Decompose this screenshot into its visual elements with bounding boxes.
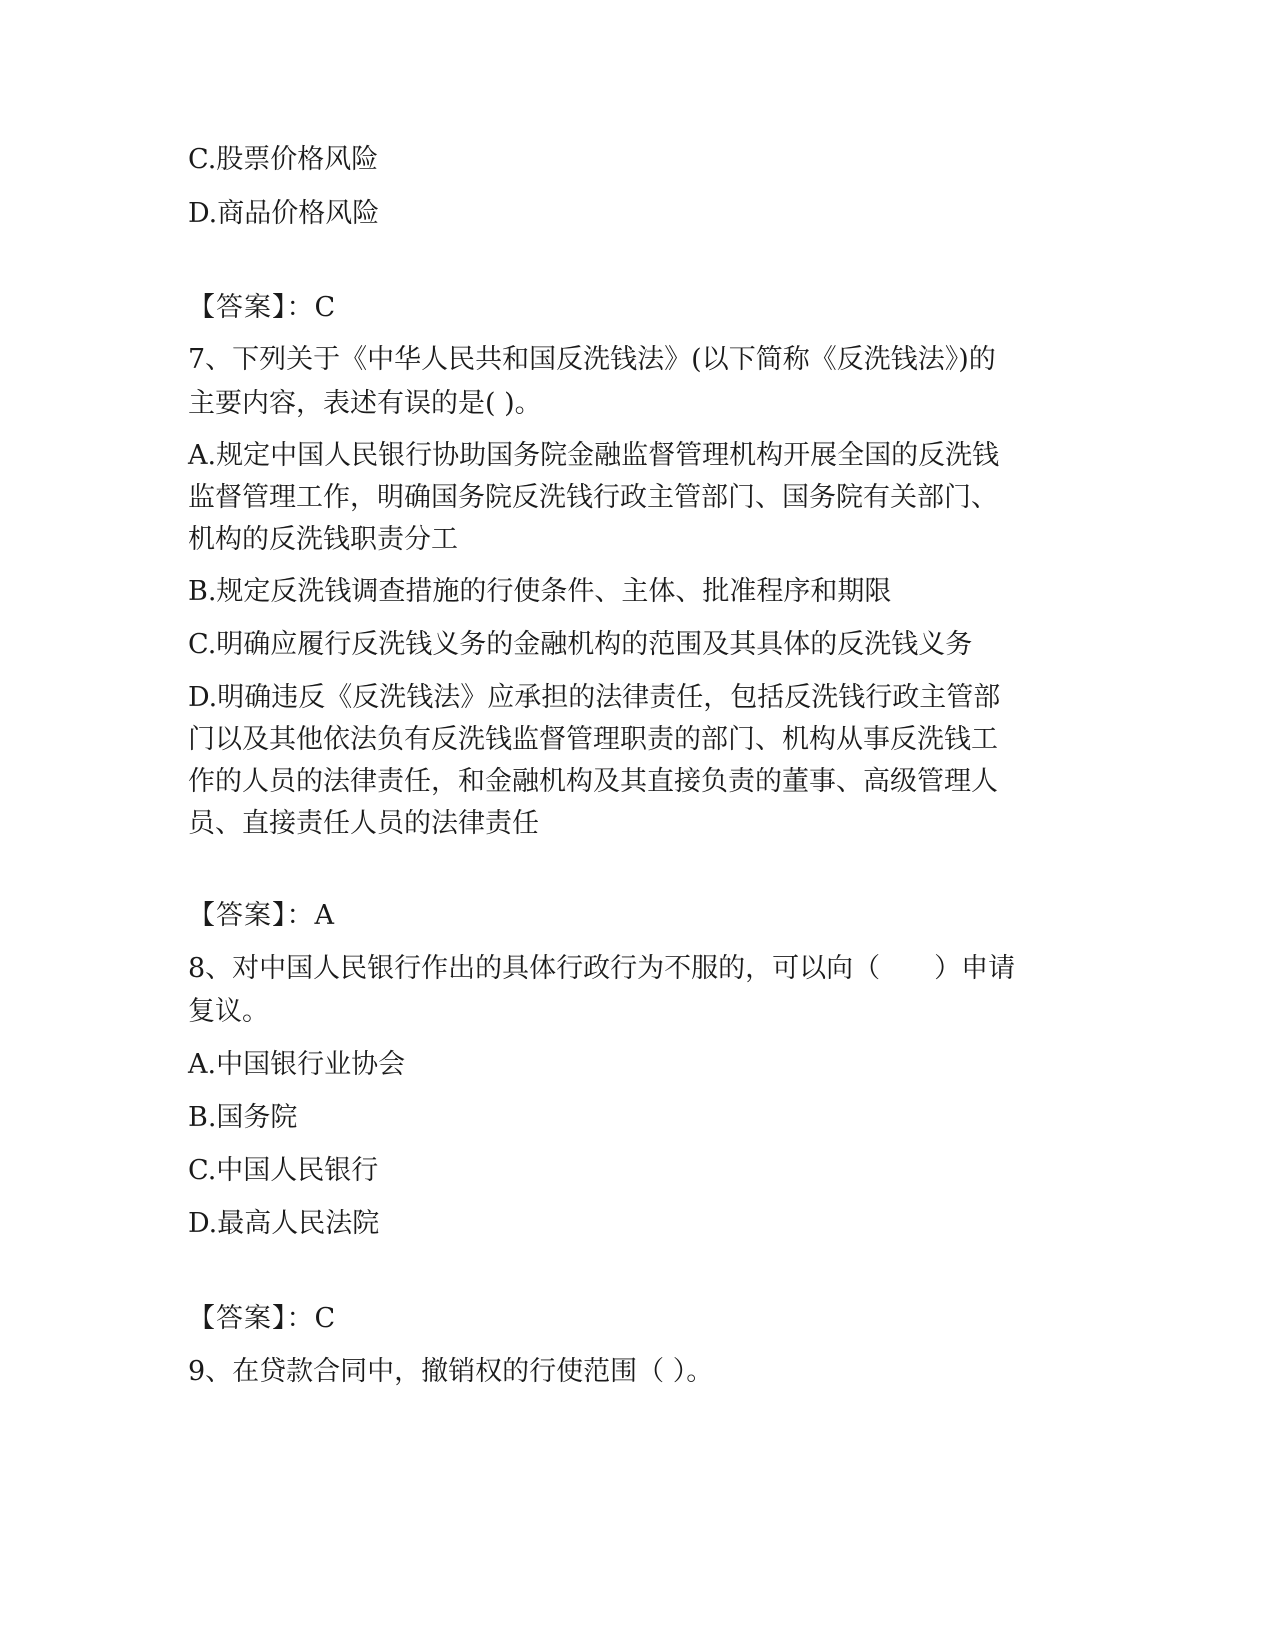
q7-option-d-line-3: 作的人员的法律责任，和金融机构及其直接负责的董事、高级管理人 (188, 766, 998, 797)
q8-option-c: C.中国人民银行 (188, 1155, 379, 1186)
q7-question-line-1: 7、下列关于《中华人民共和国反洗钱法》(以下简称《反洗钱法》)的 (188, 344, 996, 375)
q8-answer: 【答案】：C (188, 1303, 337, 1334)
q6-answer: 【答案】：C (188, 292, 337, 323)
q7-option-a-line-1: A.规定中国人民银行协助国务院金融监督管理机构开展全国的反洗钱 (188, 440, 1000, 471)
q7-option-a-line-2: 监督管理工作，明确国务院反洗钱行政主管部门、国务院有关部门、 (188, 482, 998, 513)
q7-option-d-line-1: D.明确违反《反洗钱法》应承担的法律责任，包括反洗钱行政主管部 (188, 682, 1001, 713)
q7-option-c: C.明确应履行反洗钱义务的金融机构的范围及其具体的反洗钱义务 (188, 629, 973, 660)
q7-option-b: B.规定反洗钱调查措施的行使条件、主体、批准程序和期限 (188, 576, 892, 607)
q7-option-d-line-4: 员、直接责任人员的法律责任 (188, 808, 539, 839)
q8-option-b: B.国务院 (188, 1102, 298, 1133)
q7-answer: 【答案】：A (188, 900, 335, 931)
q7-option-d-line-2: 门以及其他依法负有反洗钱监督管理职责的部门、机构从事反洗钱工 (188, 724, 998, 755)
q6-option-d: D.商品价格风险 (188, 198, 380, 229)
q8-question-line-2: 复议。 (188, 996, 269, 1027)
q7-option-a-line-3: 机构的反洗钱职责分工 (188, 524, 458, 555)
q8-option-d: D.最高人民法院 (188, 1208, 380, 1239)
q8-question-line-1: 8、对中国人民银行作出的具体行政行为不服的，可以向（ ）申请 (188, 953, 1016, 984)
q9-question: 9、在贷款合同中，撤销权的行使范围（ ）。 (188, 1356, 714, 1387)
q6-option-c: C.股票价格风险 (188, 144, 379, 175)
q8-option-a: A.中国银行业协会 (188, 1049, 406, 1080)
q7-question-line-2: 主要内容，表述有误的是( )。 (188, 388, 542, 419)
